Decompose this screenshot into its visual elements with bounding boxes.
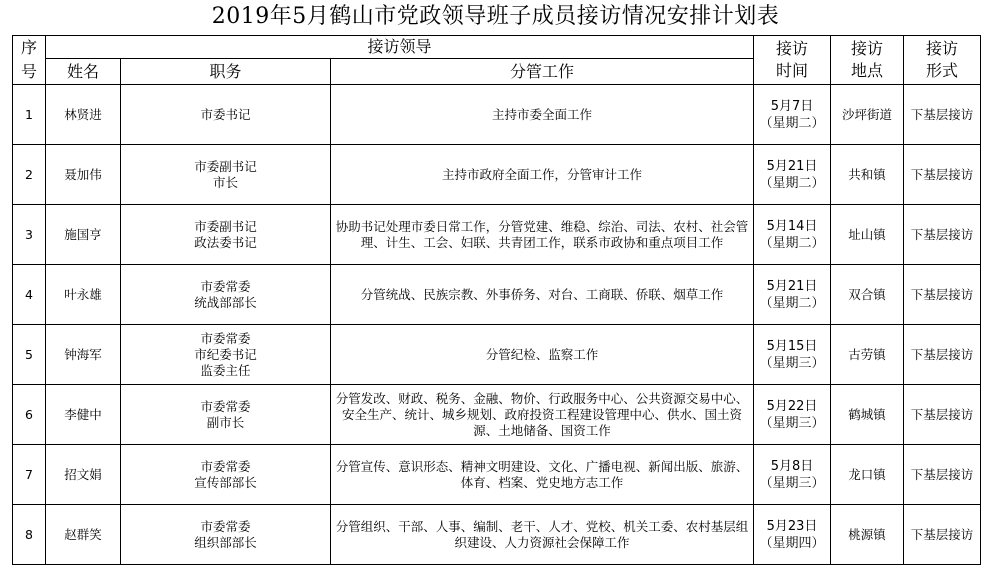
duty-cell: 分管宣传、意识形态、精神文明建设、文化、广播电视、新闻出版、旅游、体育、档案、党史地方志工作 bbox=[331, 445, 754, 505]
form-cell: 下基层接访 bbox=[904, 505, 981, 565]
place-cell: 龙口镇 bbox=[831, 445, 904, 505]
form-cell: 下基层接访 bbox=[904, 445, 981, 505]
position-line: 市委书记 bbox=[200, 106, 251, 122]
table-row bbox=[13, 85, 981, 145]
header-leader-group: 接访领导 bbox=[46, 36, 754, 59]
visit-date: 5月22日 bbox=[766, 398, 818, 414]
header-place: 接访地点 bbox=[831, 36, 904, 85]
place-cell: 古劳镇 bbox=[831, 325, 904, 385]
table-row bbox=[13, 445, 981, 505]
seq-cell: 2 bbox=[13, 145, 46, 205]
visit-date: 5月21日 bbox=[766, 158, 818, 174]
header-row-1 bbox=[13, 36, 981, 59]
header-seq: 序号 bbox=[13, 36, 46, 85]
duty-cell: 协助书记处理市委日常工作，分管党建、维稳、综治、司法、农村、社会管理、计生、工会、妇联、共青团工作，联系市政协和重点项目工作 bbox=[331, 205, 754, 265]
name-cell: 聂加伟 bbox=[46, 145, 121, 205]
position-cell bbox=[121, 445, 331, 505]
duty-cell: 分管组织、干部、人事、编制、老干、人才、党校、机关工委、农村基层组织建设、人力资源社会保障工作 bbox=[331, 505, 754, 565]
visit-weekday: （星期四） bbox=[759, 535, 825, 551]
position-line: 监委主任 bbox=[200, 362, 251, 378]
seq-cell: 1 bbox=[13, 85, 46, 145]
time-cell bbox=[754, 505, 831, 565]
visit-weekday: （星期三） bbox=[759, 355, 825, 371]
position-cell bbox=[121, 145, 331, 205]
seq-cell: 7 bbox=[13, 445, 46, 505]
position-cell bbox=[121, 385, 331, 445]
visit-date: 5月7日 bbox=[770, 98, 814, 114]
place-cell: 沙坪街道 bbox=[831, 85, 904, 145]
visit-weekday: （星期三） bbox=[759, 415, 825, 431]
form-cell: 下基层接访 bbox=[904, 145, 981, 205]
table-row bbox=[13, 265, 981, 325]
table-row bbox=[13, 505, 981, 565]
duty-cell: 主持市委全面工作 bbox=[331, 85, 754, 145]
name-cell: 钟海军 bbox=[46, 325, 121, 385]
visit-date: 5月21日 bbox=[766, 278, 818, 294]
visit-date: 5月23日 bbox=[766, 518, 818, 534]
table-row bbox=[13, 205, 981, 265]
page-title: 2019年5月鹤山市党政领导班子成员接访情况安排计划表 bbox=[211, 4, 780, 29]
position-line: 市委常委 bbox=[200, 458, 251, 474]
name-cell: 招文娟 bbox=[46, 445, 121, 505]
position-cell bbox=[121, 265, 331, 325]
position-line: 市纪委书记 bbox=[194, 346, 257, 362]
time-cell bbox=[754, 445, 831, 505]
name-cell: 李健中 bbox=[46, 385, 121, 445]
position-line: 组织部部长 bbox=[194, 534, 257, 550]
header-time: 接访时间 bbox=[754, 36, 831, 85]
position-line: 政法委书记 bbox=[194, 234, 257, 250]
form-cell: 下基层接访 bbox=[904, 265, 981, 325]
form-cell: 下基层接访 bbox=[904, 385, 981, 445]
place-cell: 双合镇 bbox=[831, 265, 904, 325]
position-line: 市委常委 bbox=[200, 518, 251, 534]
position-line: 市委副书记 bbox=[194, 158, 257, 174]
header-position: 职务 bbox=[121, 59, 331, 85]
visit-date: 5月8日 bbox=[770, 458, 814, 474]
time-cell bbox=[754, 145, 831, 205]
place-cell: 鹤城镇 bbox=[831, 385, 904, 445]
position-line: 市委常委 bbox=[200, 330, 251, 346]
duty-cell: 主持市政府全面工作，分管审计工作 bbox=[331, 145, 754, 205]
position-line: 市委副书记 bbox=[194, 218, 257, 234]
seq-cell: 5 bbox=[13, 325, 46, 385]
time-cell bbox=[754, 85, 831, 145]
time-cell bbox=[754, 205, 831, 265]
header-name: 姓名 bbox=[46, 59, 121, 85]
visit-weekday: （星期二） bbox=[759, 175, 825, 191]
time-cell bbox=[754, 325, 831, 385]
seq-cell: 8 bbox=[13, 505, 46, 565]
time-cell bbox=[754, 265, 831, 325]
time-cell bbox=[754, 385, 831, 445]
place-cell: 址山镇 bbox=[831, 205, 904, 265]
seq-cell: 3 bbox=[13, 205, 46, 265]
duty-cell: 分管发改、财政、税务、金融、物价、行政服务中心、公共资源交易中心、安全生产、统计、城乡规划、政府投资工程建设管理中心、供水、国土资源、土地储备、国资工作 bbox=[331, 385, 754, 445]
schedule-table bbox=[12, 35, 981, 565]
seq-cell: 6 bbox=[13, 385, 46, 445]
header-form: 接访形式 bbox=[904, 36, 981, 85]
duty-cell: 分管统战、民族宗教、外事侨务、对台、工商联、侨联、烟草工作 bbox=[331, 265, 754, 325]
visit-weekday: （星期二） bbox=[759, 235, 825, 251]
position-line: 副市长 bbox=[206, 414, 245, 430]
place-cell: 共和镇 bbox=[831, 145, 904, 205]
position-line: 市长 bbox=[212, 174, 238, 190]
seq-cell: 4 bbox=[13, 265, 46, 325]
name-cell: 林贤进 bbox=[46, 85, 121, 145]
position-cell bbox=[121, 505, 331, 565]
table-row bbox=[13, 385, 981, 445]
visit-date: 5月15日 bbox=[766, 338, 818, 354]
form-cell: 下基层接访 bbox=[904, 85, 981, 145]
table-row bbox=[13, 325, 981, 385]
name-cell: 叶永雄 bbox=[46, 265, 121, 325]
visit-weekday: （星期二） bbox=[759, 295, 825, 311]
name-cell: 赵群笑 bbox=[46, 505, 121, 565]
position-line: 市委常委 bbox=[200, 278, 251, 294]
name-cell: 施国亨 bbox=[46, 205, 121, 265]
form-cell: 下基层接访 bbox=[904, 325, 981, 385]
header-duty: 分管工作 bbox=[331, 59, 754, 85]
place-cell: 桃源镇 bbox=[831, 505, 904, 565]
position-cell bbox=[121, 85, 331, 145]
table-row bbox=[13, 145, 981, 205]
visit-weekday: （星期三） bbox=[759, 475, 825, 491]
form-cell: 下基层接访 bbox=[904, 205, 981, 265]
position-line: 宣传部部长 bbox=[194, 474, 257, 490]
visit-date: 5月14日 bbox=[766, 218, 818, 234]
position-line: 统战部部长 bbox=[194, 294, 257, 310]
position-cell bbox=[121, 205, 331, 265]
visit-weekday: （星期二） bbox=[759, 115, 825, 131]
duty-cell: 分管纪检、监察工作 bbox=[331, 325, 754, 385]
position-line: 市委常委 bbox=[200, 398, 251, 414]
position-cell bbox=[121, 325, 331, 385]
